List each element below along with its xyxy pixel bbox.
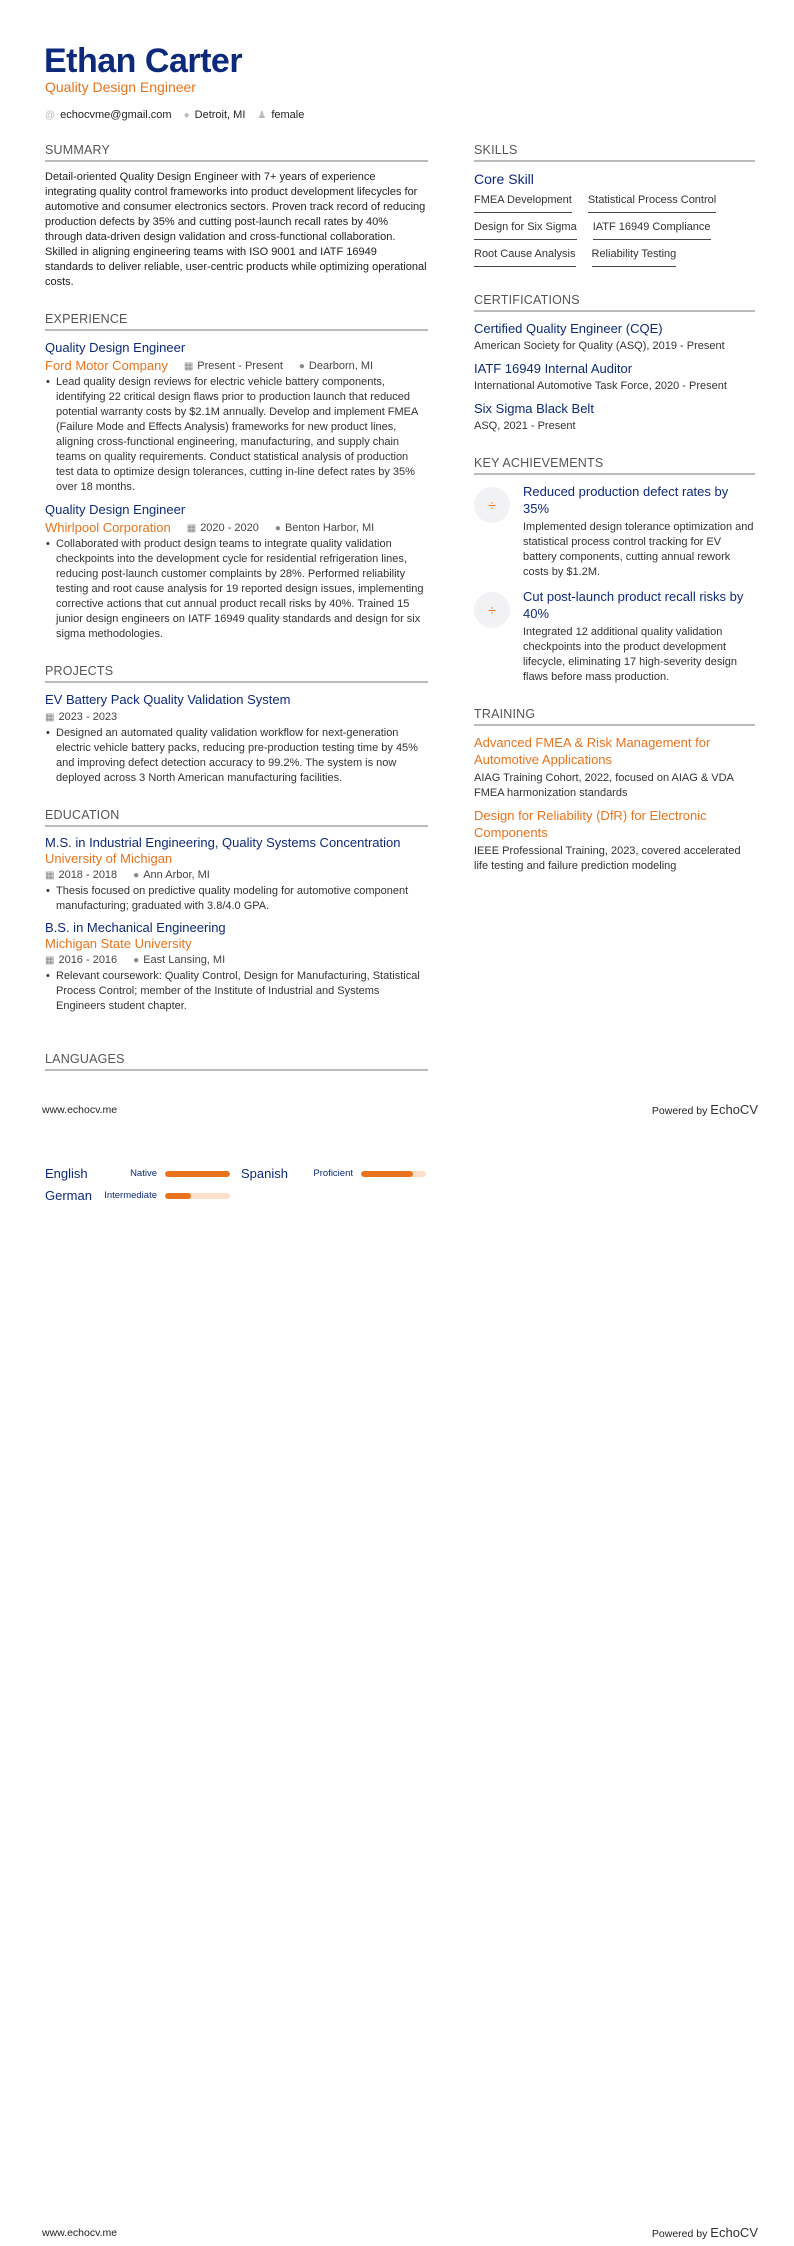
section-heading: SKILLS <box>474 143 755 162</box>
degree: B.S. in Mechanical Engineering <box>45 920 226 935</box>
skill-tag: Statistical Process Control <box>588 190 716 213</box>
calendar-icon: ▦ <box>45 712 55 723</box>
training-text: AIAG Training Cohort, 2022, focused on AIAG & VDA FMEA harmonization standards <box>474 772 734 799</box>
location-icon: ● <box>274 522 281 534</box>
language-bar-fill <box>361 1171 413 1177</box>
section-heading: EXPERIENCE <box>45 312 428 331</box>
section-heading: PROJECTS <box>45 664 428 683</box>
training-section <box>474 707 755 874</box>
divide-icon: ÷ <box>474 487 510 523</box>
dates: 2016 - 2016 <box>58 954 118 966</box>
job-location: Benton Harbor, MI <box>284 521 375 534</box>
bullet: • Thesis focused on predictive quality modeling for automotive component manufacturing; graduated with 3.8/4.0 GPA. <box>45 884 428 914</box>
language-level: Intermediate <box>104 1190 157 1201</box>
language-item <box>45 1166 230 1181</box>
language-bar <box>165 1193 230 1199</box>
achievement-title: Cut post-launch product recall risks by 40% <box>523 589 744 621</box>
brand-logo[interactable]: EchoCV <box>710 2225 758 2240</box>
education-item <box>45 920 428 1014</box>
footer-powered <box>652 1102 758 1117</box>
training-text: IEEE Professional Training, 2023, covered accelerated life testing and failure prediction modeling <box>474 845 741 872</box>
language-level: Native <box>130 1168 157 1179</box>
footer-website[interactable]: www.echocv.me <box>42 1104 118 1116</box>
powered-label: Powered by <box>651 2228 708 2240</box>
bullet: • Lead quality design reviews for electric vehicle battery components, identifying 22 critical design flaws prior to production launch that reduced potential warranty costs by $2.1M annually. Develop and implement FMEA (Failure Mode and Effects Analysis) frameworks for new product lines, aligning cross-functional engineering, manufacturing, and supply chain teams on quality requirements. Conduct statistical analysis of production test data to optimize design tolerances, cutting in-line defect rates by 35% over 18 months. <box>45 375 428 495</box>
calendar-icon: ▦ <box>45 870 55 881</box>
skill-tag: IATF 16949 Compliance <box>593 217 711 240</box>
language-level: Proficient <box>313 1168 353 1179</box>
location: Detroit, MI <box>194 109 246 121</box>
school: University of Michigan <box>45 851 173 866</box>
skill-list <box>474 190 755 271</box>
cert-name: Certified Quality Engineer (CQE) <box>474 321 663 336</box>
job-title: Quality Design Engineer <box>45 340 186 355</box>
language-item <box>241 1166 426 1181</box>
cert-detail: American Society for Quality (ASQ), 2019 - Present <box>474 340 725 352</box>
school: Michigan State University <box>45 936 192 951</box>
experience-item <box>45 339 428 495</box>
contact-row <box>45 109 304 121</box>
footer-website[interactable]: www.echocv.me <box>42 2227 118 2239</box>
summary-section <box>45 143 428 290</box>
location-icon: ● <box>133 955 140 966</box>
skill-tag: Root Cause Analysis <box>474 244 576 267</box>
achievement-item <box>474 588 755 685</box>
location-icon: ● <box>298 360 305 372</box>
candidate-title: Quality Design Engineer <box>45 79 196 95</box>
language-name: German <box>45 1188 92 1203</box>
person-icon: ♟ <box>257 110 267 121</box>
section-heading: TRAINING <box>474 707 755 726</box>
language-item <box>45 1188 230 1203</box>
footer-powered <box>652 2225 758 2240</box>
language-name: English <box>45 1166 88 1181</box>
bullet: • Relevant coursework: Quality Control, Design for Manufacturing, Statistical Process Control; member of the Institute of Industrial and Systems Engineers student chapter. <box>45 969 428 1014</box>
language-bar-fill <box>165 1193 191 1199</box>
certifications-section <box>474 293 755 434</box>
projects-section <box>45 664 428 786</box>
email[interactable]: echocvme@gmail.com <box>60 109 172 121</box>
cert-name: Six Sigma Black Belt <box>474 401 594 416</box>
education-item <box>45 835 428 914</box>
training-title: Design for Reliability (DfR) for Electronic Components <box>474 808 707 840</box>
skill-tag: FMEA Development <box>474 190 572 213</box>
achievements-section <box>474 456 755 685</box>
location-icon: ● <box>133 870 140 881</box>
project-title: EV Battery Pack Quality Validation System <box>45 692 291 707</box>
section-heading: KEY ACHIEVEMENTS <box>474 456 755 475</box>
language-bar <box>165 1171 230 1177</box>
school-location: Ann Arbor, MI <box>143 869 210 881</box>
gender: female <box>271 109 305 121</box>
degree: M.S. in Industrial Engineering, Quality Systems Concentration <box>45 835 401 850</box>
training-title: Advanced FMEA & Risk Management for Automotive Applications <box>474 735 711 767</box>
summary-text: Detail-oriented Quality Design Engineer with 7+ years of experience integrating quality control frameworks into product development lifecycles for automotive and consumer electronics sectors. Proven track record of reducing production defects by 35% and cutting post-launch recall rates by 40% through data-driven design validation and cross-functional collaboration. Skilled in aligning engineering teams with ISO 9001 and IATF 16949 standards to deliver reliable, user-centric products while optimizing operational costs. <box>45 171 427 288</box>
cert-detail: International Automotive Task Force, 2020 - Present <box>474 380 727 392</box>
calendar-icon: ▦ <box>186 522 197 534</box>
language-name: Spanish <box>241 1166 288 1181</box>
language-bar-fill <box>165 1171 230 1177</box>
job-location: Dearborn, MI <box>308 359 374 372</box>
skill-tag: Reliability Testing <box>592 244 677 267</box>
language-bar <box>361 1171 426 1177</box>
education-section <box>45 808 428 1014</box>
achievement-text: Integrated 12 additional quality validation checkpoints into the product development lifecycle, eliminating 17 high-severity design flaws before mass production. <box>523 626 737 683</box>
left-column <box>45 143 428 1036</box>
skills-section <box>474 143 755 271</box>
achievement-item <box>474 483 755 580</box>
powered-label: Powered by <box>651 1105 708 1117</box>
experience-section <box>45 312 428 642</box>
company: Ford Motor Company <box>45 358 168 373</box>
dates: 2020 - 2020 <box>200 521 259 534</box>
divide-icon: ÷ <box>474 592 510 628</box>
section-heading: EDUCATION <box>45 808 428 827</box>
cert-name: IATF 16949 Internal Auditor <box>474 361 633 376</box>
experience-item <box>45 501 428 642</box>
school-location: East Lansing, MI <box>143 954 226 966</box>
achievement-title: Reduced production defect rates by 35% <box>523 484 729 516</box>
calendar-icon: ▦ <box>183 360 194 372</box>
cert-detail: ASQ, 2021 - Present <box>474 420 576 432</box>
dates: Present - Present <box>197 359 283 372</box>
skill-group: Core Skill <box>474 171 534 187</box>
job-title: Quality Design Engineer <box>45 502 186 517</box>
bullet: • Collaborated with product design teams to integrate quality validation checkpoints into the development cycle for residential refrigeration lines, reducing post-launch customer complaints by 28%. Performed reliability testing and root cause analysis for 19 reported design issues, implementing corrective actions that cut annual product recall risks by 40%. Trained 15 junior design engineers on IATF 16949 quality standards and design for six sigma methodologies. <box>45 537 428 642</box>
candidate-name: Ethan Carter <box>44 42 243 80</box>
bullet: • Designed an automated quality validation workflow for next-generation electric vehicle battery packs, reducing pre-production testing time by 45% and improving defect detection accuracy to 99.2%. The system is now deployed across 3 North American manufacturing facilities. <box>45 726 428 786</box>
company: Whirlpool Corporation <box>45 520 171 535</box>
calendar-icon: ▦ <box>45 955 55 966</box>
dates: 2018 - 2018 <box>58 869 118 881</box>
section-heading: SUMMARY <box>45 143 428 162</box>
achievement-text: Implemented design tolerance optimization and statistical process control tracking for EV battery components, cutting annual rework costs by $1.2M. <box>523 521 754 578</box>
brand-logo[interactable]: EchoCV <box>710 1102 758 1117</box>
right-column <box>474 143 755 896</box>
section-heading: CERTIFICATIONS <box>474 293 755 312</box>
dates: 2023 - 2023 <box>58 711 118 723</box>
languages-heading: LANGUAGES <box>45 1052 428 1071</box>
email-icon: @ <box>45 110 56 121</box>
skill-tag: Design for Six Sigma <box>474 217 577 240</box>
location-icon: ● <box>183 110 190 121</box>
